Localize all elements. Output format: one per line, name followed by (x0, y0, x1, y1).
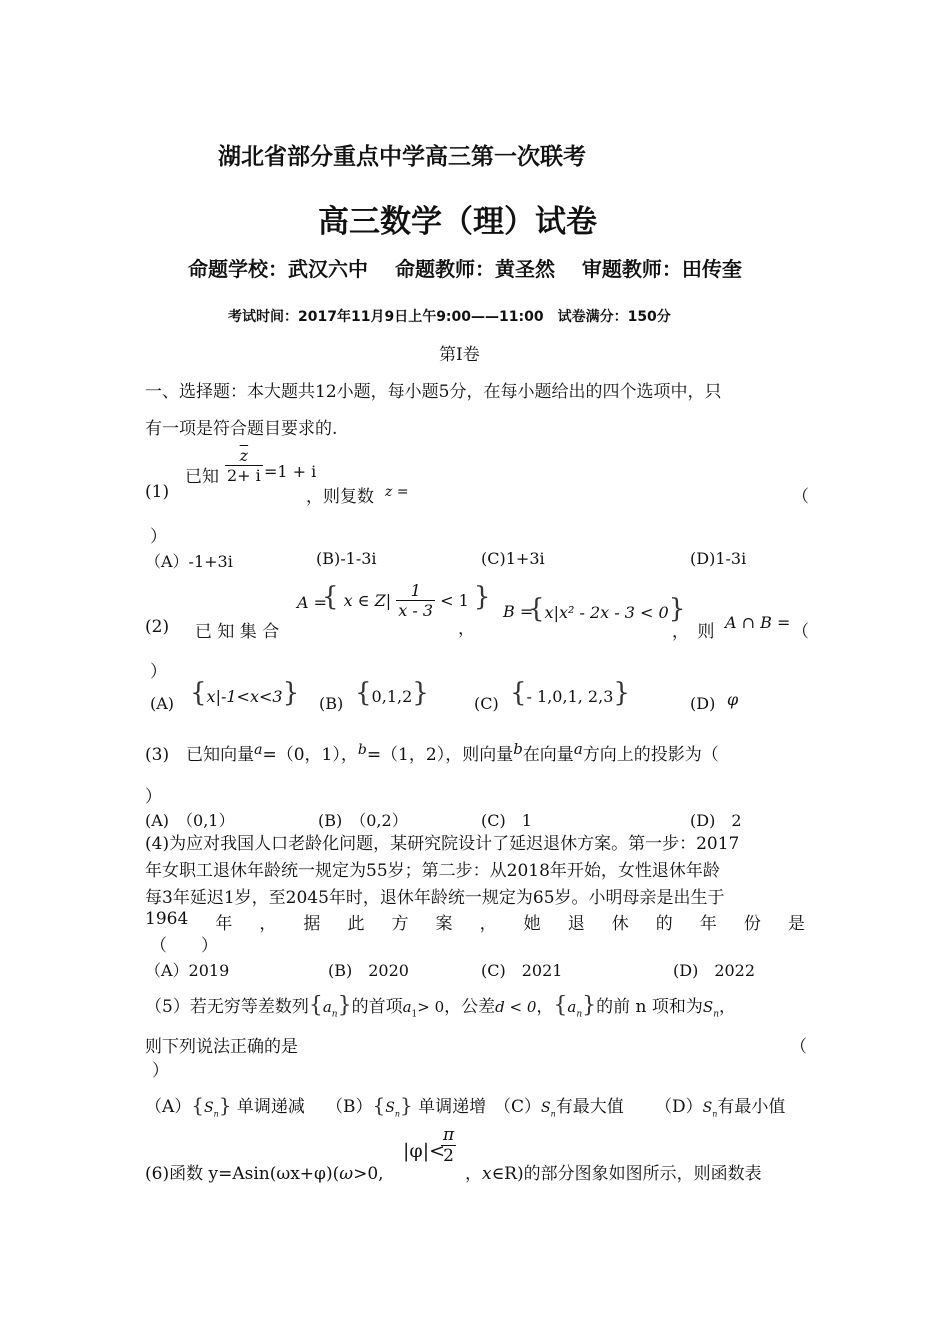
q6-omega: ω (339, 1164, 354, 1184)
q3-line1 (145, 740, 719, 765)
q1-frac-numerator: $\overline{z}$ (225, 446, 263, 466)
q4-line4-word: 休 (611, 914, 629, 934)
q5-seq: a (322, 998, 332, 1016)
section-intro-line2: 有一项是符合题目要求的. (145, 419, 338, 439)
q5-option-a: $(A)\{S_n\}$ 单调递减 (145, 1093, 305, 1119)
q5-first: 的首项 (351, 997, 403, 1017)
q1-rhs: =1 + i (264, 462, 317, 481)
q3-var-a2: a (573, 740, 583, 758)
q1-option-d: (D)1-3i (690, 549, 747, 568)
q5-diff: ，公差 (444, 997, 496, 1017)
q3-tail: 方向上的投影为（ (582, 745, 719, 765)
staff-line: 命题学校：武汉六中 命题教师：黄圣然 审题教师：田传奎 (188, 257, 742, 281)
q1-number: (1) (145, 482, 170, 502)
q5-option-b-tail: 单调递增 (418, 1097, 487, 1117)
q4-line4-word: 年 (699, 914, 717, 934)
q2-option-c-value: {- 1,0,1, 2,3} (510, 678, 630, 708)
q2-option-d-label: (D) (690, 694, 716, 713)
q4-line4-word: 退 (567, 914, 585, 934)
q2-paren-open: （ (792, 622, 809, 642)
q3-val-a: =（0，1）， (262, 745, 358, 765)
q6-comma: ， (465, 1164, 482, 1184)
q2-then: ， 则 (672, 622, 715, 642)
q5-paren-close: ） (152, 1061, 169, 1081)
q5-option-d-label: （D） (655, 1097, 703, 1117)
q4-line4-word: 方 (391, 914, 409, 934)
q2-set-a-label: A = (297, 593, 328, 612)
q4-option-a: （A）2019 (145, 961, 230, 980)
q4-line4-word: ， (479, 914, 497, 934)
q3-text-a: (3) 已知向量 (145, 745, 255, 765)
q5-line1: （5）若无穷等差数列$\{a_n\}$的首项$a_1> 0$，公差d < 0，$\{a_n\}$的前 n 项和为$S_n$， (145, 993, 736, 1020)
q5-option-d-sub: n (712, 1109, 718, 1119)
q5-lead: （5）若无穷等差数列 (145, 997, 309, 1017)
school-title: 湖北省部分重点中学高三第一次联考 (218, 144, 586, 170)
q5-option-a-label: （A） (145, 1097, 192, 1117)
exam-title: 高三数学（理）试卷 (318, 204, 597, 240)
q4-line4-word: 此 (347, 914, 365, 934)
q4-option-b: (B) 2020 (328, 961, 409, 980)
q5-paren-open: （ (790, 1037, 807, 1057)
q3-val-b: =（1，2），则向量 (366, 745, 514, 765)
q2-set-a: { x ∈ Z| $\frac{1}{x - 3}$ < 1 } (322, 581, 491, 620)
q5-option-b: $(B)\{S_n\}$ 单调递增 (326, 1093, 487, 1119)
q2-option-c-label: (C) (474, 694, 499, 713)
q4-line4-word: 案 (435, 914, 453, 934)
q4-line4-word: 的 (655, 914, 673, 934)
q6-lead (145, 1159, 384, 1184)
q6-gt: >0, (353, 1164, 384, 1184)
q5-a1: a (402, 998, 412, 1016)
q6-lead-text: (6)函数 y=Asin(ωx+φ)( (145, 1164, 340, 1184)
q4-line1: (4)为应对我国人口老龄化问题，某研究院设计了延迟退休方案。第一步：2017 (145, 834, 740, 854)
q1-paren-close: ） (150, 527, 167, 547)
q6-tail-text: ∈R)的部分图象如图所示，则函数表 (491, 1164, 762, 1184)
q1-option-a: （A）-1+3i (145, 552, 233, 571)
q6-x: x (482, 1164, 492, 1184)
q2-set-a-post: < 1 (440, 591, 469, 610)
q2-comma: ， (458, 619, 475, 639)
q5-S-sub: n (713, 1009, 719, 1020)
q4-line4-word: 份 (743, 914, 761, 934)
q2-option-c-text: - 1,0,1, 2,3 (526, 687, 614, 706)
q2-lead: 已 知 集 合 (195, 622, 280, 642)
q4-line4-word: 年 (215, 914, 233, 934)
q6-fraction (441, 1125, 456, 1166)
section-intro-line1: 一、选择题：本大题共12小题，每小题5分，在每小题给出的四个选项中，只 (145, 382, 722, 402)
q2-option-a-value: {x|-1<x<3} (190, 678, 300, 708)
q2-set-b: {x|x² - 2x - 3 < 0} (528, 594, 686, 624)
q5-option-a-tail: 单调递减 (236, 1097, 305, 1117)
q5-option-b-sub: n (394, 1109, 400, 1119)
q5-option-c-tail: 有最大值 (555, 1097, 624, 1117)
q5-gt0: > 0 (417, 998, 445, 1016)
q1-given: 已知 (185, 467, 219, 487)
volume-label: 第Ⅰ卷 (439, 345, 480, 365)
q2-set-a-numerator: 1 (396, 581, 435, 601)
q2-option-a-label: (A) (150, 694, 175, 713)
q2-number: (2) (145, 617, 170, 637)
q3-paren-close: ） (145, 787, 162, 807)
q4-line3: 每3年延迟1岁，至2045年时，退休年龄统一规定为65岁。小明母亲是出生于 (145, 888, 725, 908)
q4-line5: （ ） (150, 936, 218, 956)
q5-a1-sub: 1 (411, 1009, 418, 1020)
q5-option-d-tail: 有最小值 (717, 1097, 786, 1117)
q2-option-b-text: 0,1,2 (371, 687, 413, 706)
q3-var-b: b (357, 742, 367, 758)
q2-set-b-inner: x|x² - 2x - 3 < 0 (544, 603, 669, 622)
q2-option-b-label: (B) (319, 694, 344, 713)
q5-option-b-S: S (385, 1100, 395, 1116)
q3-mid: 在向量 (522, 745, 574, 765)
q1-paren-open: （ (792, 487, 809, 507)
q5-sum-of: 的前 n 项和为 (596, 997, 703, 1017)
q3-option-a: (A) （0,1） (145, 811, 235, 830)
q5-seq-2: a (567, 998, 577, 1016)
q5-option-c-S: S (541, 1100, 551, 1116)
q3-var-a: a (254, 742, 263, 758)
q2-expr: A ∩ B = (725, 613, 791, 632)
q4-line4 (145, 909, 805, 934)
q5-sep: ， (536, 997, 554, 1017)
q2-set-a-denominator: x - 3 (398, 601, 434, 620)
q5-option-c-sub: n (550, 1109, 556, 1119)
q1-fraction (225, 446, 263, 485)
q4-option-c: (C) 2021 (481, 961, 563, 980)
q4-line2: 年女职工退休年龄统一规定为55岁；第二步：从2018年开始，女性退休年龄 (145, 861, 720, 881)
q5-seq-2-sub: n (576, 1009, 583, 1020)
q5-line2: 则下列说法正确的是 (145, 1037, 298, 1057)
q2-option-d-value: φ (727, 690, 739, 709)
exam-time-line: 考试时间：2017年11月9日上午9:00——11:00 试卷满分：150分 (228, 309, 671, 325)
q2-set-a-inner: x ∈ Z| (343, 591, 392, 610)
q5-option-b-label: （B） (326, 1097, 373, 1117)
q2-paren-close: ） (150, 662, 167, 682)
q5-end: ， (719, 997, 736, 1017)
q5-option-d-S: S (702, 1100, 713, 1116)
q4-option-d: (D) 2022 (673, 961, 756, 980)
q1-option-b: (B)-1-3i (316, 549, 377, 568)
q5-option-c (494, 1092, 624, 1118)
q6-tail (465, 1159, 762, 1184)
q1-ask: ，则复数 (306, 487, 374, 507)
q4-line4-word: 她 (523, 914, 541, 934)
q5-d: d < 0 (495, 998, 537, 1016)
q5-option-c-label: （C） (494, 1097, 542, 1117)
q4-line4-word: 是 (787, 914, 805, 934)
q5-option-d (655, 1092, 785, 1118)
q1-variable: z = (385, 484, 409, 500)
q5-S: S (702, 998, 714, 1016)
q3-option-c: (C) 1 (481, 811, 532, 830)
q3-var-b2: b (513, 740, 523, 758)
q2-set-b-label: B = (503, 602, 534, 621)
q1-frac-denominator: 2+ i (227, 466, 261, 485)
q4-line4-word: 据 (303, 914, 321, 934)
q4-line4-word: ， (259, 914, 277, 934)
q6-pi: π (443, 1125, 455, 1145)
q5-option-a-S: S (204, 1100, 214, 1116)
q3-option-d: (D) 2 (690, 811, 742, 830)
q5-option-a-sub: n (213, 1109, 219, 1119)
q6-two: 2 (443, 1146, 454, 1166)
q3-option-b: (B) （0,2） (318, 811, 408, 830)
q4-line4-word: 1964 (145, 909, 189, 929)
q6-abs-phi: |φ|< (403, 1140, 446, 1162)
q5-seq-sub: n (331, 1009, 338, 1020)
q2-option-a-text: x|-1<x<3 (206, 687, 283, 706)
q2-option-b-value: {0,1,2} (355, 678, 429, 708)
q1-option-c: (C)1+3i (481, 549, 545, 568)
